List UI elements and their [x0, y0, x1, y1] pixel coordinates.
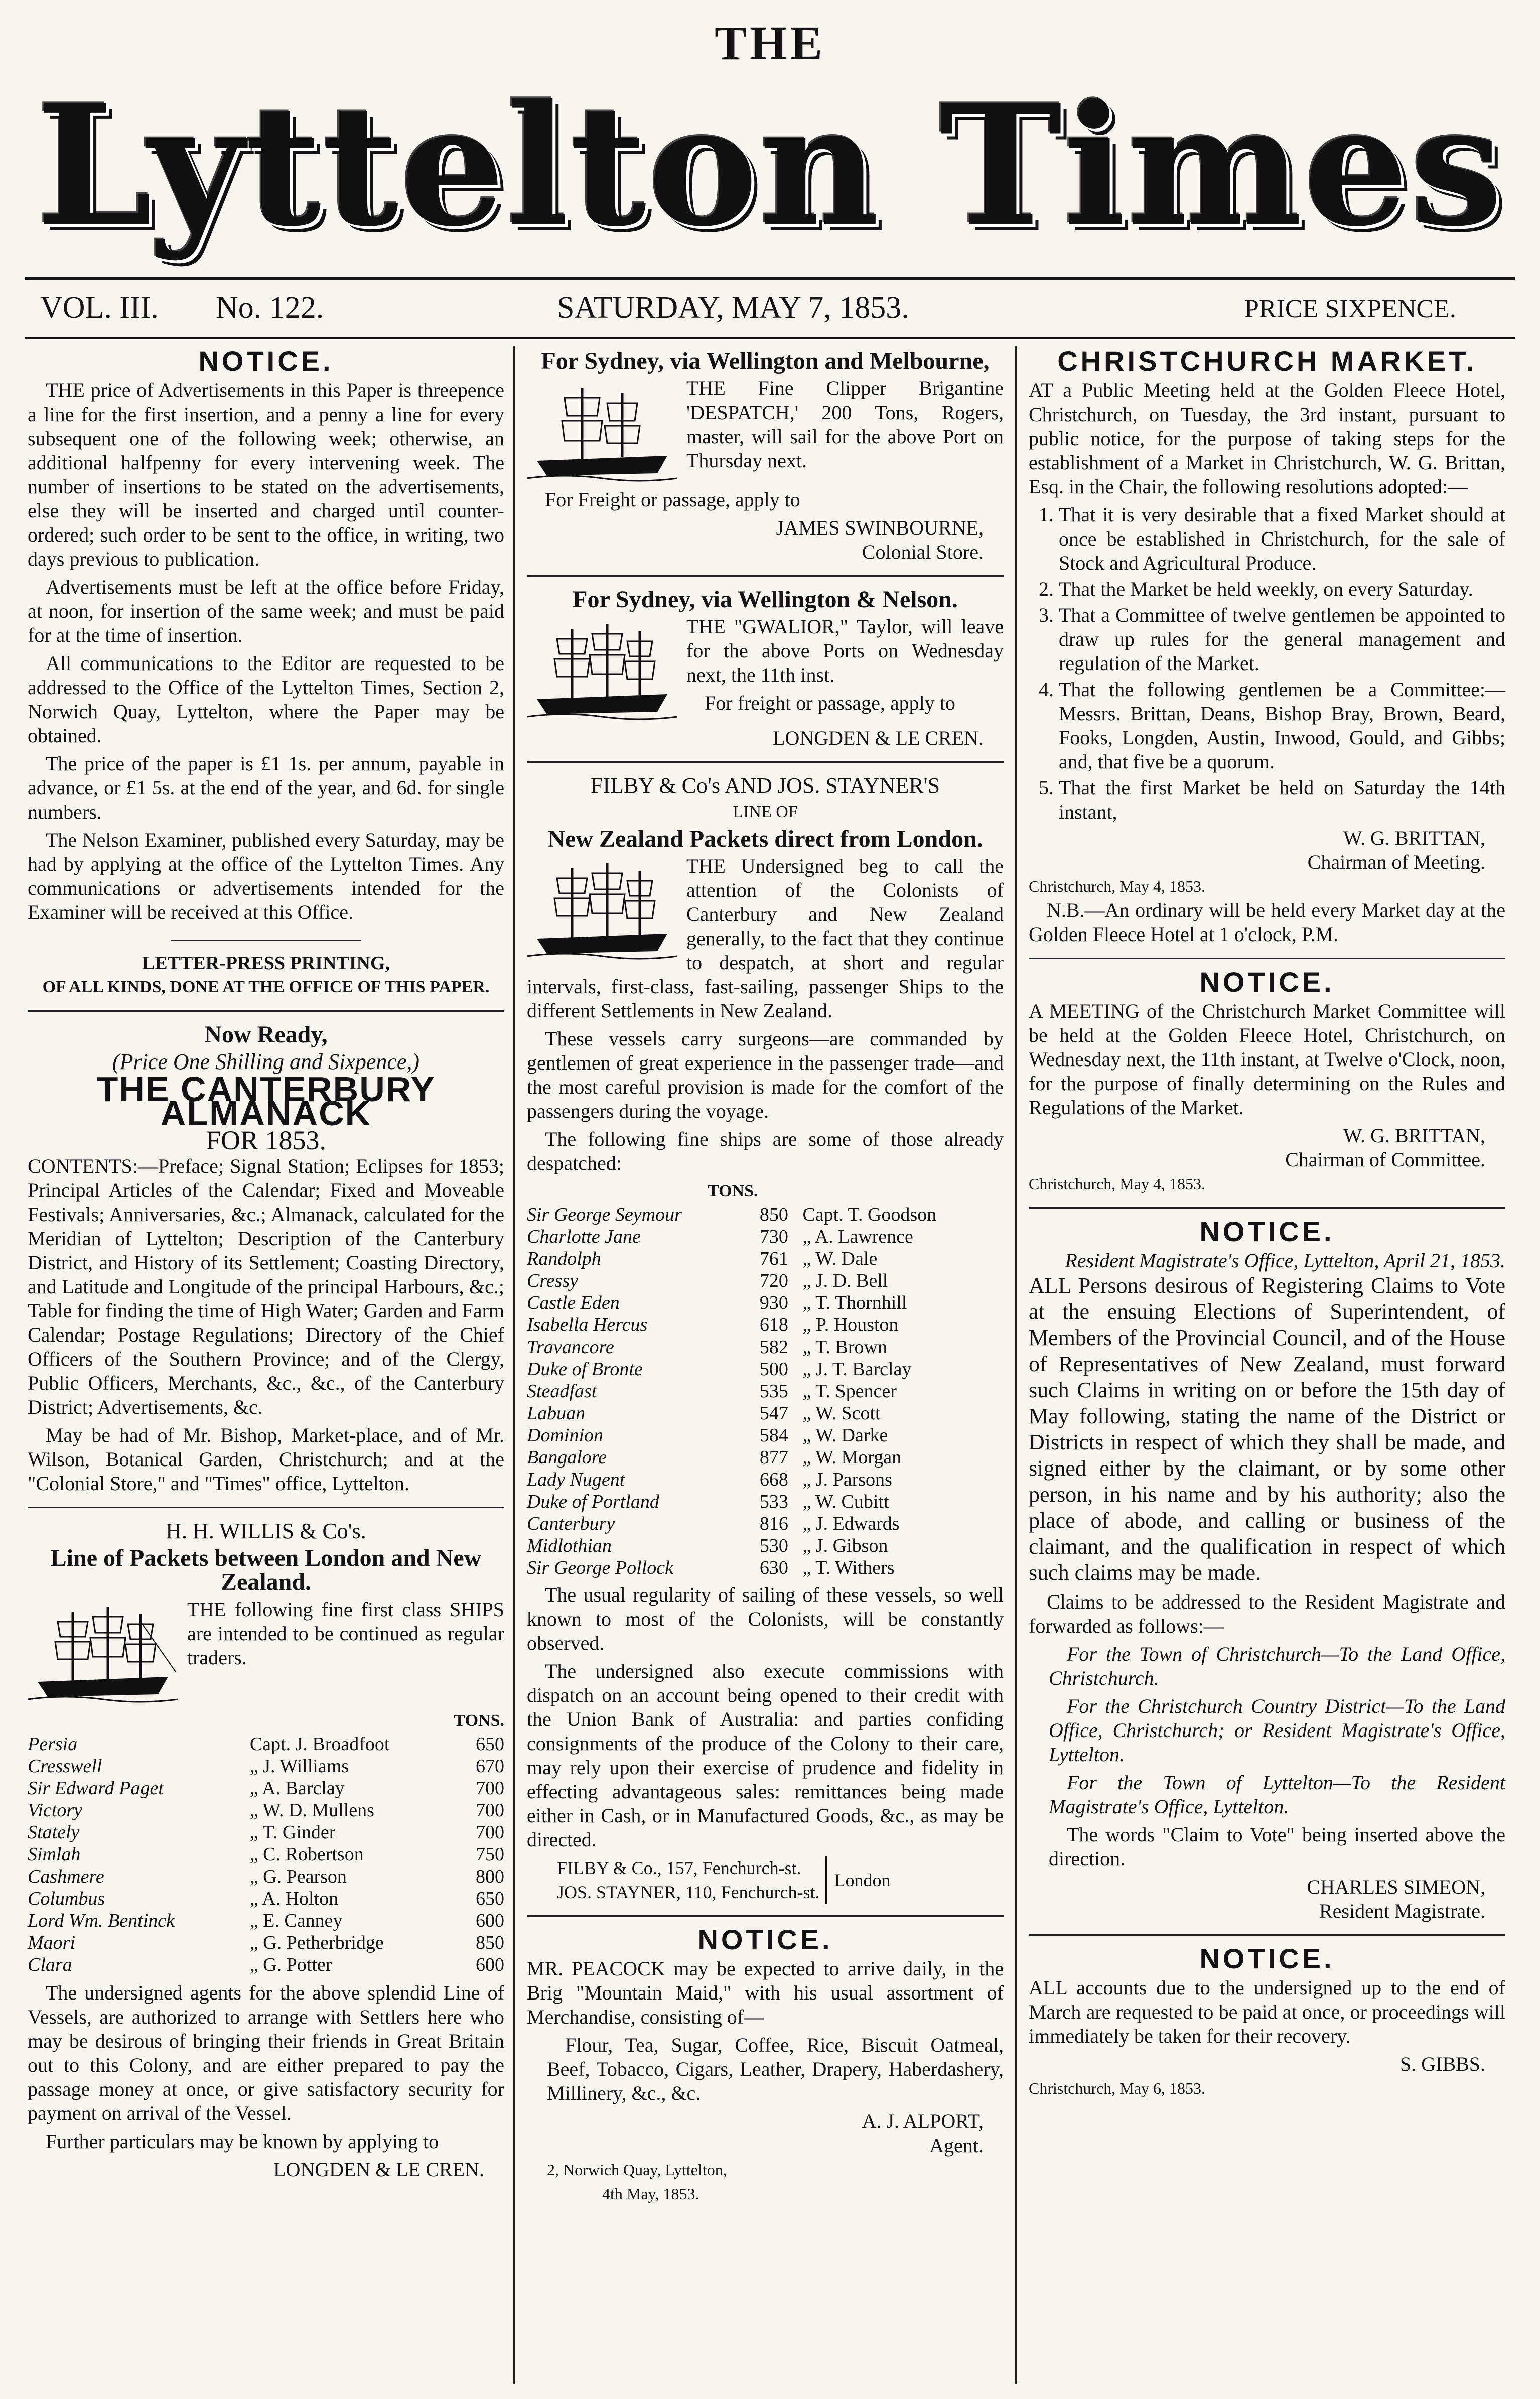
- ship-name: Canterbury: [527, 1513, 615, 1534]
- ship-row: [527, 1380, 1004, 1402]
- ship-name: Cashmere: [28, 1866, 104, 1887]
- divider: [28, 1010, 504, 1012]
- ship-name: Sir George Pollock: [527, 1557, 673, 1578]
- despatch-freight: For Freight or passage, apply to: [545, 488, 800, 511]
- ship-row: [527, 1424, 1004, 1446]
- ship-row: [527, 1402, 1004, 1424]
- filby-tons-header: TONS.: [708, 1182, 758, 1201]
- ship-tons: 761: [759, 1248, 788, 1269]
- notice-4-date: Christchurch, May 6, 1853.: [1029, 2079, 1205, 2097]
- willis-intro: THE following fine first class SHIPS are intended to be continued as regular traders.: [187, 1598, 504, 1669]
- ship-tons: 816: [759, 1513, 788, 1534]
- notice-2-signature-role: Chairman of Committee.: [1285, 1148, 1485, 1171]
- ship-tons: 530: [759, 1535, 788, 1556]
- ship-captain: „ J. Parsons: [802, 1469, 892, 1490]
- ship-name: Travancore: [527, 1337, 614, 1358]
- ship-name: Steadfast: [527, 1381, 597, 1402]
- masthead-rule-bottom: [25, 337, 1515, 339]
- notice-2-signature: W. G. BRITTAN,: [1343, 1124, 1485, 1147]
- ship-row: [28, 1865, 504, 1888]
- ship-tons: 720: [759, 1270, 788, 1291]
- ship-row: [527, 1469, 1004, 1491]
- ship-captain: „ W. Dale: [802, 1248, 878, 1269]
- ship-name: Duke of Portland: [527, 1491, 659, 1512]
- ship-tons: 582: [759, 1337, 788, 1358]
- ship-name: Lord Wm. Bentinck: [28, 1910, 175, 1931]
- notice-3-office: Resident Magistrate's Office, Lyttelton, April 21, 1853.: [1065, 1249, 1505, 1272]
- ship-name: Midlothian: [527, 1535, 612, 1556]
- ship-tons: 850: [759, 1204, 788, 1225]
- notice-3-title: NOTICE.: [1199, 1216, 1335, 1247]
- resolution-item: 4. That the following gentlemen be a Committee:—Messrs. Brittan, Deans, Bishop Bray, Brown, Beard, Fooks, Longden, Austin, Inwood, Gould, and Gibbs; and, that five be a quorum.: [1059, 678, 1505, 774]
- almanack-price: (Price One Shilling and Sixpence,): [112, 1049, 420, 1074]
- ship-tons: 584: [759, 1425, 788, 1446]
- ship-captain: „ J. D. Bell: [802, 1270, 888, 1291]
- column-2: [527, 346, 1004, 2206]
- ship-captain: „ W. D. Mullens: [249, 1800, 374, 1821]
- market-nb: N.B.—An ordinary will be held every Market day at the Golden Fleece Hotel at 1 o'clock, P.M.: [1029, 899, 1505, 946]
- gwalior-body: THE "GWALIOR," Taylor, will leave for the above Ports on Wednesday next, the 11th inst.: [686, 615, 1004, 686]
- despatch-heading: For Sydney, via Wellington and Melbourne,: [541, 348, 990, 374]
- ship-row: [28, 1932, 504, 1954]
- notice-4-paragraph: ALL accounts due to the undersigned up to the end of March are requested to be paid at once, or proceedings will immediately be taken for their recovery.: [1029, 1976, 1505, 2047]
- filby-paragraph: The undersigned also execute commissions with dispatch on an account being opened to their credit with the Union Bank of Australia: and parties confiding consignments of the produce of the Colony to their care, may rely upon their exercise of prudence and fidelity in effecting advantageous sales: remittances being made either in Cash, or in Manufactured Goods, &c., as may be directed.: [527, 1660, 1004, 1851]
- willis-paragraph: The undersigned agents for the above splendid Line of Vessels, are authorized to arrange with Settlers here who may be desirous of bringing their friends in Great Britain out to this Colony, and are either prepared to pay the passage money at once, or give satisfactory security for payment on arrival of the Vessel.: [28, 1981, 504, 2124]
- market-date: Christchurch, May 4, 1853.: [1029, 877, 1205, 895]
- peacock-title: NOTICE.: [697, 1924, 833, 1955]
- ship-name: Duke of Bronte: [527, 1359, 643, 1380]
- ship-captain: „ A. Lawrence: [802, 1226, 913, 1247]
- ship-tons: 750: [476, 1844, 504, 1865]
- resolution-item: 3. That a Committee of twelve gentlemen be appointed to draw up rules for the general management and regulation of the Market.: [1059, 603, 1505, 676]
- ship-row: [527, 1513, 1004, 1535]
- ship-captain: „ T. Ginder: [249, 1822, 336, 1843]
- ship-captain: „ E. Canney: [249, 1910, 343, 1931]
- ship-row: [527, 1314, 1004, 1336]
- notice-4-title: NOTICE.: [1199, 1943, 1335, 1974]
- ship-name: Cresswell: [28, 1756, 102, 1777]
- ship-row: [527, 1557, 1004, 1579]
- ship-tons: 850: [476, 1932, 504, 1953]
- ship-captain: „ A. Barclay: [249, 1778, 345, 1799]
- filby-address: FILBY & Co., 157, Fenchurch-st.: [557, 1858, 801, 1878]
- notice-2-date: Christchurch, May 4, 1853.: [1029, 1175, 1205, 1193]
- ship-tons: 600: [476, 1954, 504, 1975]
- gwalior-agent: LONGDEN & LE CREN.: [773, 727, 984, 749]
- ship-icon: [527, 858, 677, 964]
- market-title: CHRISTCHURCH MARKET.: [1057, 345, 1477, 377]
- ship-tons: 500: [759, 1359, 788, 1380]
- ship-row: [527, 1535, 1004, 1557]
- notice-paragraph: All communications to the Editor are requested to be addressed to the Office of the Lyttelton Times, Section 2, Norwich Quay, Lyttelton, where the Paper may be obtained.: [28, 652, 504, 747]
- notice-3-note: The words "Claim to Vote" being inserted above the direction.: [1049, 1823, 1505, 1870]
- filby-addresses: [527, 1856, 1004, 1904]
- column-divider-1: [513, 346, 515, 2384]
- ship-captain: „ A. Holton: [249, 1888, 339, 1909]
- ship-name: Stately: [28, 1822, 80, 1843]
- despatch-agent: JAMES SWINBOURNE,: [776, 516, 984, 539]
- divider: [1029, 958, 1505, 959]
- willis-title: H. H. WILLIS & Co's.: [166, 1519, 366, 1543]
- dateline: [25, 285, 1515, 335]
- ship-row: [28, 1843, 504, 1865]
- ship-row: [28, 1777, 504, 1799]
- notice-paragraph: The Nelson Examiner, published every Saturday, may be had by applying at the office of the Lyttelton Times. Any communications or advertisements intended for the Examiner will be received at this Office.: [28, 829, 504, 923]
- ship-captain: „ G. Petherbridge: [249, 1932, 384, 1953]
- ship-name: Dominion: [527, 1425, 603, 1446]
- filby-paragraph: The following fine ships are some of those already despatched:: [527, 1128, 1004, 1174]
- gwalior-freight: For freight or passage, apply to: [705, 692, 955, 714]
- ship-tons: 730: [759, 1226, 788, 1247]
- ship-tons: 618: [759, 1314, 788, 1336]
- filby-paragraph: THE Undersigned beg to call the attention of the Colonists of Canterbury and New Zealand generally, to the fact that they continue to despatch, at short and regular intervals, first-class, fast-sailing, passenger Ships to the different Settlements in New Zealand.: [527, 855, 1004, 1022]
- divider: [1029, 1207, 1505, 1209]
- ship-captain: „ G. Potter: [249, 1954, 332, 1975]
- ship-name: Randolph: [527, 1248, 601, 1269]
- ship-row: [28, 1755, 504, 1777]
- ship-row: [527, 1358, 1004, 1380]
- ship-tons: 630: [759, 1557, 788, 1578]
- ship-name: Sir George Seymour: [527, 1204, 682, 1225]
- ship-tons: 600: [476, 1910, 504, 1931]
- despatch-body: THE Fine Clipper Brigantine 'DESPATCH,' 200 Tons, Rogers, master, will sail for the above Port on Thursday next.: [686, 377, 1004, 472]
- divider: [527, 575, 1004, 577]
- volume: VOL. III.: [40, 291, 159, 325]
- ship-row: [28, 1910, 504, 1932]
- ship-name: Persia: [28, 1734, 78, 1755]
- ship-row: [28, 1733, 504, 1755]
- ship-tons: 930: [759, 1292, 788, 1313]
- ship-tons: 547: [759, 1403, 788, 1424]
- ship-tons: 533: [759, 1491, 788, 1512]
- ship-row: [28, 1821, 504, 1843]
- ship-tons: 668: [759, 1469, 788, 1490]
- resolution-item: 5. That the first Market be held on Saturday the 14th instant,: [1059, 776, 1505, 824]
- ship-captain: „ T. Spencer: [802, 1381, 897, 1402]
- ship-tons: 650: [476, 1734, 504, 1755]
- ship-captain: „ G. Pearson: [249, 1866, 347, 1887]
- ship-captain: „ C. Robertson: [249, 1844, 364, 1865]
- masthead-rule-top: [25, 277, 1515, 280]
- issue-date: SATURDAY, MAY 7, 1853.: [557, 291, 909, 325]
- willis-paragraph: Further particulars may be known by applying to: [46, 2130, 439, 2153]
- ship-row: [527, 1226, 1004, 1248]
- price: PRICE SIXPENCE.: [1244, 295, 1456, 323]
- ship-tons: 877: [759, 1447, 788, 1468]
- ship-captain: „ W. Scott: [802, 1403, 881, 1424]
- almanack-ready: Now Ready,: [204, 1021, 328, 1048]
- ship-tons: 800: [476, 1866, 504, 1887]
- notice-paragraph: The price of the paper is £1 1s. per annum, payable in advance, or £1 5s. at the end of the year, and 6d. for single numbers.: [28, 752, 504, 823]
- column-1: [28, 346, 504, 2182]
- ship-row: [527, 1270, 1004, 1292]
- filby-subheading: New Zealand Packets direct from London.: [547, 826, 983, 852]
- ship-name: Cressy: [527, 1270, 579, 1291]
- notice-3-paragraph: Claims to be addressed to the Resident Magistrate and forwarded as follows:—: [1029, 1590, 1505, 1637]
- market-signature-role: Chairman of Meeting.: [1307, 851, 1485, 873]
- ship-captain: „ J. Gibson: [802, 1535, 888, 1556]
- filby-heading: FILBY & Co's AND JOS. STAYNER'S: [590, 773, 940, 798]
- ship-row: [28, 1954, 504, 1976]
- ship-name: Charlotte Jane: [527, 1226, 641, 1247]
- ship-name: Castle Eden: [527, 1292, 620, 1313]
- ship-captain: „ T. Withers: [802, 1557, 895, 1578]
- notice-4-signature: S. GIBBS.: [1399, 2053, 1485, 2075]
- notice-3-signature-role: Resident Magistrate.: [1319, 1900, 1485, 1922]
- ship-captain: „ P. Houston: [802, 1314, 899, 1336]
- notice-3-signature: CHARLES SIMEON,: [1307, 1876, 1485, 1898]
- divider: [527, 1915, 1004, 1917]
- ship-row: [527, 1336, 1004, 1358]
- ship-name: Sir Edward Paget: [28, 1778, 164, 1799]
- notice-2-title: NOTICE.: [1199, 966, 1335, 998]
- notice-3-paragraph: ALL Persons desirous of Registering Claims to Vote at the ensuing Elections of Superintendent, of Members of the Provincial Council, and of the House of Representatives of New Zealand, must forward such Claims in writing on or before the 15th day of May following, stating the name of the District or Districts in respect of which they shall be made, and signed either by the claimant, or by some other person, in his name and by his authority; also the place of abode, and calling or business of the claimant, and the qualification in respect of which such claims may be made.: [1029, 1273, 1505, 1585]
- masthead-the: THE: [715, 16, 825, 70]
- ship-row: [527, 1446, 1004, 1469]
- letterpress-heading: LETTER-PRESS PRINTING,: [142, 953, 390, 974]
- notice-3-item: For the Christchurch Country District—To the Land Office, Christchurch; or Resident Magistrate's Office, Lyttelton.: [1049, 1695, 1505, 1766]
- peacock-address: 2, Norwich Quay, Lyttelton,: [547, 2161, 727, 2179]
- ship-row: [527, 1292, 1004, 1314]
- divider: [28, 1507, 504, 1508]
- filby-ship-table: [527, 1204, 1004, 1579]
- notice-paragraph: THE price of Advertisements in this Paper is threepence a line for the first insertion, and a penny a line for every subsequent one of the following week; otherwise, an additional halfpenny for every intervening week. The number of insertions to be stated on the advertisements, else they will be inserted and charged until counter-ordered; such order to be sent to the office, in writing, two days previous to publication.: [28, 379, 504, 570]
- notice-paragraph: Advertisements must be left at the office before Friday, at noon, for insertion of the same week; and must be paid for at the time of insertion.: [28, 576, 504, 646]
- divider: [171, 940, 361, 941]
- notice-3-item: For the Town of Christchurch—To the Land Office, Christchurch.: [1049, 1643, 1505, 1689]
- ship-name: Maori: [28, 1932, 75, 1953]
- peacock-paragraph: MR. PEACOCK may be expected to arrive daily, in the Brig "Mountain Maid," with his usual assortment of Merchandise, consisting of—: [527, 1957, 1004, 2028]
- notice-2-paragraph: A MEETING of the Christchurch Market Committee will be held at the Golden Fleece Hotel, Christchurch, on Wednesday next, the 11th instant, at Twelve o'Clock, noon, for the purpose of finally determining on the Rules and Regulations of the Market.: [1029, 1000, 1505, 1119]
- column-divider-2: [1015, 346, 1017, 2384]
- ship-captain: Capt. J. Broadfoot: [249, 1734, 390, 1755]
- ship-name: Lady Nugent: [527, 1469, 625, 1490]
- peacock-signature-role: Agent.: [929, 2134, 984, 2157]
- filby-line-of: LINE OF: [733, 803, 798, 821]
- peacock-date: 4th May, 1853.: [602, 2185, 699, 2203]
- market-paragraph: AT a Public Meeting held at the Golden Fleece Hotel, Christchurch, on Tuesday, the 3rd instant, pursuant to public notice, for the purpose of taking steps for the establishment of a Market in Christchurch, W. G. Brittan, Esq. in the Chair, the following resolutions adopted:—: [1029, 379, 1505, 498]
- notice-title: NOTICE.: [198, 345, 334, 377]
- masthead-title: Lyttelton Times: [36, 68, 1504, 263]
- notice-3-item: For the Town of Lyttelton—To the Resident Magistrate's Office, Lyttelton.: [1049, 1771, 1505, 1818]
- ship-captain: „ J. T. Barclay: [802, 1359, 912, 1380]
- ship-captain: „ T. Brown: [802, 1337, 887, 1358]
- column-3: [1029, 346, 1505, 2100]
- resolution-item: 1. That it is very desirable that a fixed Market should at once be established in Christchurch, for the sale of Stock and Agricultural Produce.: [1059, 503, 1505, 575]
- ship-captain: „ J. Edwards: [802, 1513, 900, 1534]
- gwalior-heading: For Sydney, via Wellington & Nelson.: [573, 586, 958, 613]
- ship-captain: „ J. Williams: [249, 1756, 349, 1777]
- almanack-contents: CONTENTS:—Preface; Signal Station; Eclipses for 1853; Principal Articles of the Calendar; Fixed and Moveable Festivals; Anniversaries, &c.; Almanack, calculated for the Meridian of Lyttelton; Description of the Canterbury District, and History of its Settlement; Coasting Directory, and Latitude and Longitude of the principal Harbours, &c.; Table for finding the time of High Water; Garden and Farm Calendar; Postage Regulations; Directory of the Chief Officers of the Southern Province; and of the Clergy, Public Officers, Merchants, &c., &c., of the Canterbury District; Advertisements, &c.: [28, 1155, 504, 1418]
- willis-agent: LONGDEN & LE CREN.: [273, 2158, 484, 2181]
- willis-subtitle: Line of Packets between London and New Zealand.: [50, 1545, 482, 1595]
- filby-paragraph: The usual regularity of sailing of these vessels, so well known to most of the Colonists, will be constantly observed.: [527, 1583, 1004, 1654]
- ship-icon: [527, 619, 677, 724]
- resolution-item: 2. That the Market be held weekly, on every Saturday.: [1059, 577, 1505, 601]
- peacock-goods: Flour, Tea, Sugar, Coffee, Rice, Biscuit Oatmeal, Beef, Tobacco, Cigars, Leather, Drapery, Haberdashery, Millinery, &c., &c.: [547, 2034, 1004, 2104]
- ship-row: [28, 1799, 504, 1821]
- issue-number: No. 122.: [216, 291, 324, 325]
- ship-name: Clara: [28, 1954, 72, 1975]
- ship-tons: 535: [759, 1381, 788, 1402]
- ship-captain: Capt. T. Goodson: [802, 1204, 937, 1225]
- almanack-year: FOR 1853.: [205, 1125, 327, 1155]
- ship-name: Columbus: [28, 1888, 105, 1909]
- ship-name: Isabella Hercus: [527, 1314, 648, 1336]
- ship-captain: „ T. Thornhill: [802, 1292, 907, 1313]
- ship-row: [527, 1248, 1004, 1270]
- resolutions-list: [1029, 503, 1505, 824]
- ship-tons: 700: [476, 1800, 504, 1821]
- ship-row: [28, 1888, 504, 1910]
- ship-name: Victory: [28, 1800, 83, 1821]
- ship-row: [527, 1491, 1004, 1513]
- ship-captain: „ W. Darke: [802, 1425, 888, 1446]
- peacock-signature: A. J. ALPORT,: [862, 2110, 984, 2133]
- ship-row: [527, 1204, 1004, 1226]
- ship-captain: „ W. Cubitt: [802, 1491, 889, 1512]
- ship-name: Bangalore: [527, 1447, 607, 1468]
- ship-name: Simlah: [28, 1844, 81, 1865]
- market-signature: W. G. BRITTAN,: [1343, 827, 1485, 849]
- ship-tons: 650: [476, 1888, 504, 1909]
- almanack-title: THE CANTERBURY ALMANACK: [96, 1070, 436, 1133]
- ship-tons: 670: [476, 1756, 504, 1777]
- ship-name: Labuan: [527, 1403, 586, 1424]
- divider: [1029, 1934, 1505, 1936]
- stayner-address: JOS. STAYNER, 110, Fenchurch-st.: [557, 1882, 820, 1902]
- willis-ship-table: [28, 1733, 504, 1976]
- despatch-agent-store: Colonial Store.: [862, 541, 984, 563]
- ship-captain: „ W. Morgan: [802, 1447, 902, 1468]
- willis-tons-header: TONS.: [454, 1711, 504, 1730]
- ship-tons: 700: [476, 1822, 504, 1843]
- divider: [527, 761, 1004, 763]
- letterpress-subheading: OF ALL KINDS, DONE AT THE OFFICE OF THIS PAPER.: [42, 978, 490, 996]
- almanack-sale: May be had of Mr. Bishop, Market-place, and of Mr. Wilson, Botanical Garden, Christchurch; and at the "Colonial Store," and "Times" office, Lyttelton.: [28, 1424, 504, 1495]
- ship-icon: [527, 380, 677, 486]
- ship-tons: 700: [476, 1778, 504, 1799]
- ship-icon: [28, 1602, 178, 1707]
- filby-paragraph: These vessels carry surgeons—are commanded by gentlemen of great experience in the passenger trade—and the most careful provision is made for the comfort of the passengers during the voyage.: [527, 1027, 1004, 1122]
- filby-london: London: [834, 1870, 891, 1890]
